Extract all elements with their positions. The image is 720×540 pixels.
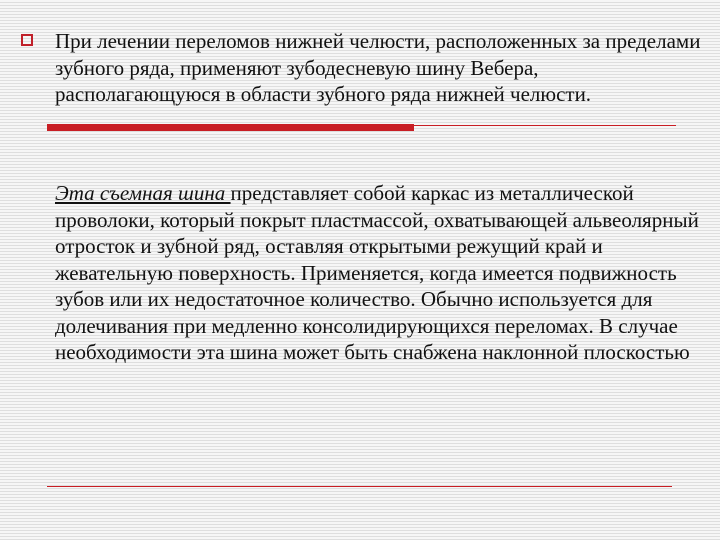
- paragraph-2-emphasis: Эта съемная шина: [55, 181, 231, 205]
- paragraph-weber-splint-intro: [55, 28, 705, 108]
- thin-red-divider-bottom: [47, 486, 672, 487]
- thin-red-divider-top: [414, 125, 676, 126]
- paragraph-splint-description: [55, 180, 705, 366]
- thick-red-divider: [47, 124, 414, 131]
- hollow-square-bullet-icon: [21, 34, 33, 46]
- paragraph-1-text: При лечении переломов нижней челюсти, расположенных за пределами зубного ряда, применяют зубодесневую шину Вебера, располагающуюся в области зубного ряда нижней челюсти.: [55, 29, 701, 106]
- paragraph-2-text: представляет собой каркас из металлической проволоки, который покрыт пластмассой, охватывающей альвеолярный отросток и зубной ряд, оставляя открытыми режущий край и жевательную поверхность. Применяется, когда имеется подвижность зубов или их недостаточное количество. Обычно используется для долечивания при медленно консолидирующихся переломах. В случае необходимости эта шина может быть снабжена наклонной плоскостью: [55, 181, 699, 364]
